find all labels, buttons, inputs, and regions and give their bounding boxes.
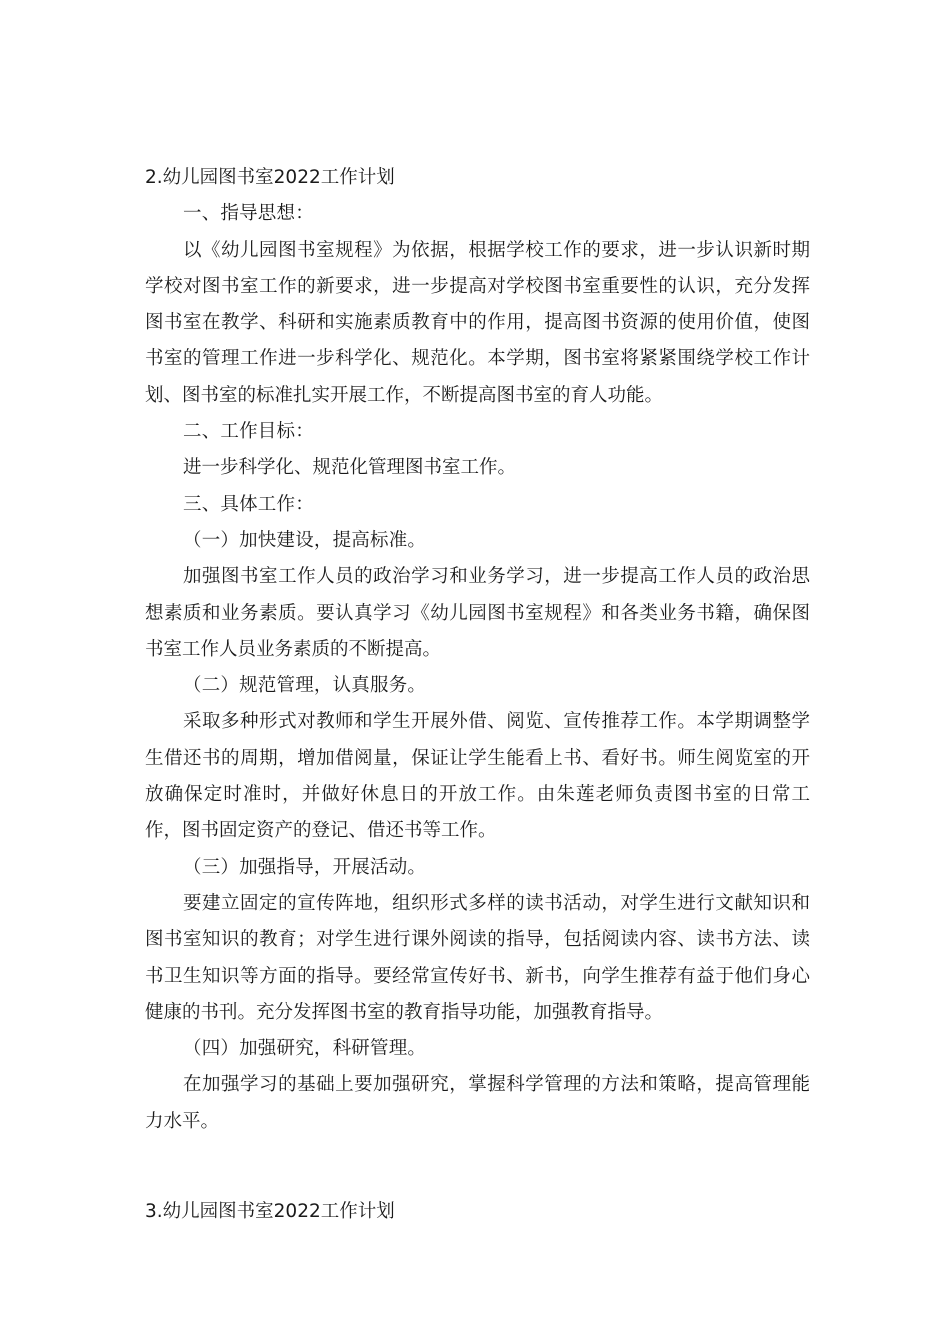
paragraph-guiding-ideology: 以《幼儿园图书室规程》为依据，根据学校工作的要求，进一步认识新时期学校对图书室工作的新要求，进一步提高对学校图书室重要性的认识，充分发挥图书室在教学、科研和实施素质教育中的作用，提高图书资源的使用价值，使图书室的管理工作进一步科学化、规范化。本学期，图书室将紧紧围绕学校工作计划、图书室的标准扎实开展工作，不断提高图书室的育人功能。 xyxy=(145,239,810,406)
paragraph-research: 在加强学习的基础上要加强研究，掌握科学管理的方法和策略，提高管理能力水平。 xyxy=(145,1074,810,1132)
section-spacer xyxy=(145,1140,810,1194)
subheading-guidance: （三）加强指导，开展活动。 xyxy=(183,856,427,878)
subheading-research: （四）加强研究，科研管理。 xyxy=(183,1038,427,1060)
heading-specific-work: 三、具体工作： xyxy=(183,493,314,515)
paragraph-construction: 加强图书室工作人员的政治学习和业务学习，进一步提高工作人员的政治思想素质和业务素质。要认真学习《幼儿园图书室规程》和各类业务书籍，确保图书室工作人员业务素质的不断提高。 xyxy=(145,566,810,660)
section-2-title: 2.幼儿园图书室2022工作计划 xyxy=(145,167,395,188)
paragraph-guidance: 要建立固定的宣传阵地，组织形式多样的读书活动，对学生进行文献知识和图书室知识的教育；对学生进行课外阅读的指导，包括阅读内容、读书方法、读书卫生知识等方面的指导。要经常宣传好书、新书，向学生推荐有益于他们身心健康的书刊。充分发挥图书室的教育指导功能，加强教育指导。 xyxy=(145,892,810,1023)
paragraph-work-goal: 进一步科学化、规范化管理图书室工作。 xyxy=(183,457,517,479)
subheading-construction: （一）加快建设，提高标准。 xyxy=(183,529,427,551)
paragraph-management: 采取多种形式对教师和学生开展外借、阅览、宣传推荐工作。本学期调整学生借还书的周期，增加借阅量，保证让学生能看上书、看好书。师生阅览室的开放确保定时准时，并做好休息日的开放工作。由朱莲老师负责图书室的日常工作，图书固定资产的登记、借还书等工作。 xyxy=(145,711,810,842)
heading-guiding-ideology: 一、指导思想： xyxy=(183,203,314,225)
subheading-management: （二）规范管理，认真服务。 xyxy=(183,675,427,697)
section-3-title: 3.幼儿园图书室2022工作计划 xyxy=(145,1201,395,1223)
document-page xyxy=(145,160,810,1230)
heading-work-goal: 二、工作目标： xyxy=(183,421,314,443)
